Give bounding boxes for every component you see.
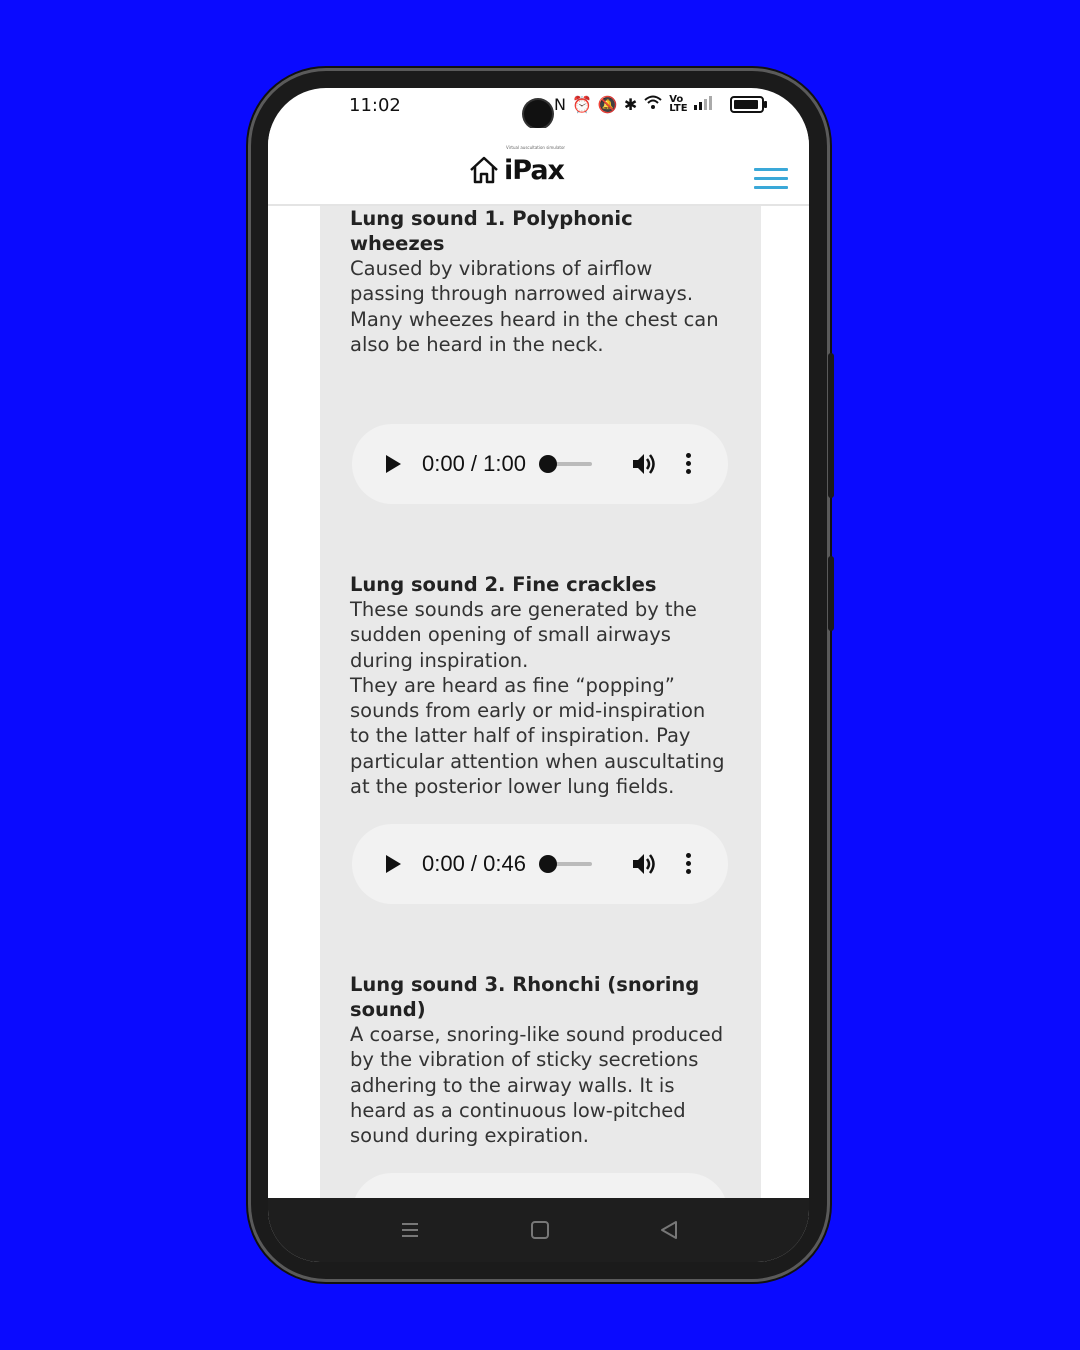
sound-title: Lung sound 1. Polyphonic wheezes [350, 207, 633, 255]
hamburger-menu-icon[interactable] [754, 168, 788, 195]
volte-icon: Vo LTE [669, 94, 688, 114]
play-icon[interactable] [386, 855, 401, 873]
audio-player [352, 824, 728, 904]
wifi-icon [643, 94, 663, 114]
more-options-icon[interactable] [686, 453, 691, 477]
audio-time: 0:00 / 0:46 [422, 851, 526, 876]
home-icon [468, 154, 500, 186]
phone-frame [248, 68, 830, 1282]
nfc-icon: N [554, 94, 566, 114]
status-time: 11:02 [349, 95, 401, 116]
mute-icon: 🔕 [597, 94, 618, 114]
sound-description: A coarse, snoring-like sound produced by the vibration of sticky secretions adhering to the airway walls. It is heard as a continuous low-pitched sound during expiration. [350, 1023, 724, 1148]
signal-icon [694, 95, 716, 114]
status-bar [268, 88, 809, 128]
audio-progress-slider[interactable] [548, 862, 592, 866]
play-icon[interactable] [386, 455, 401, 473]
recents-menu-icon[interactable] [400, 1220, 420, 1240]
sound-title: Lung sound 2. Fine crackles [350, 573, 657, 596]
audio-player [352, 424, 728, 504]
back-nav-icon[interactable] [659, 1220, 679, 1240]
phone-screen [268, 88, 809, 1262]
sound-title: Lung sound 3. Rhonchi (snoring sound) [350, 973, 700, 1021]
sound-list [320, 206, 761, 1216]
home-nav-icon[interactable] [530, 1220, 550, 1240]
sound-item [350, 572, 730, 799]
logo-text: iPax [504, 154, 564, 186]
audio-time: 0:00 / 1:00 [422, 451, 526, 476]
sound-item [350, 206, 730, 357]
sound-description: These sounds are generated by the sudden opening of small airways during inspiration. They are heard as fine “popping” sounds from early or mid-inspiration to the latter half of inspiration. Pay particular attention when auscultating at the posterior lower lung fields. [350, 598, 725, 799]
status-icons [554, 94, 764, 114]
logo-subtitle: Virtual auscultation simulator [506, 145, 566, 150]
battery-icon [730, 96, 764, 113]
app-header [268, 128, 809, 206]
front-camera [524, 100, 552, 128]
power-button [828, 353, 834, 498]
system-navigation-bar [268, 1198, 809, 1262]
bluetooth-icon: ✱ [623, 94, 638, 114]
sound-description: Caused by vibrations of airflow passing through narrowed airways. Many wheezes heard in the chest can also be heard in the neck. [350, 257, 719, 356]
audio-progress-slider[interactable] [548, 462, 592, 466]
app-logo[interactable] [468, 145, 566, 186]
alarm-icon: ⏰ [571, 94, 592, 114]
volume-icon[interactable] [630, 850, 658, 878]
more-options-icon[interactable] [686, 853, 691, 877]
volume-icon[interactable] [630, 450, 658, 478]
sound-item [350, 972, 730, 1148]
volume-button [828, 556, 834, 631]
